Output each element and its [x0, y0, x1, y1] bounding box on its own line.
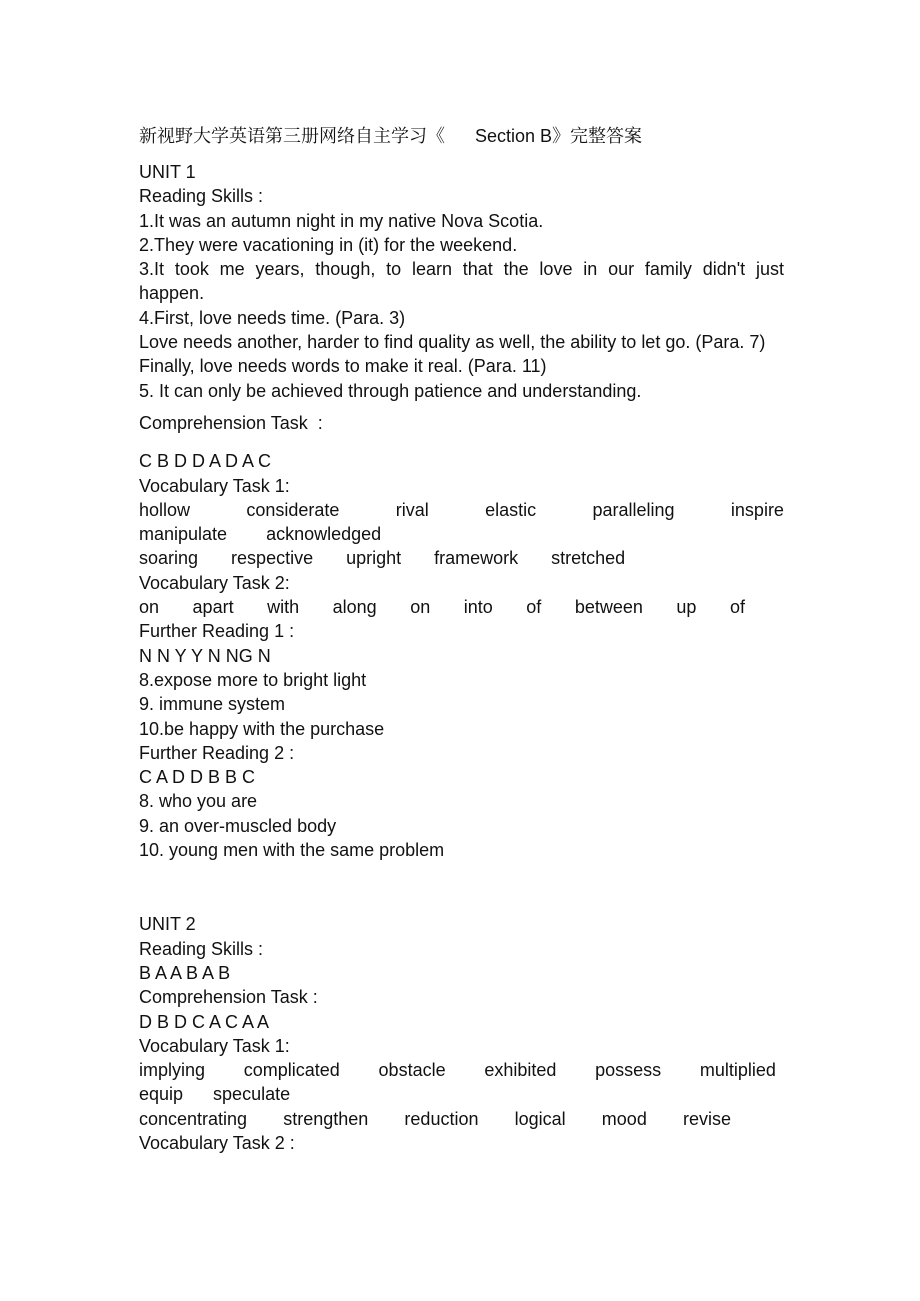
- unit1-reading-item: Finally, love needs words to make it real. (Para. 11): [139, 356, 547, 377]
- unit1-vocab2-row: [139, 595, 745, 619]
- unit1-reading-item: 2.They were vacationing in (it) for the weekend.: [139, 234, 518, 255]
- unit2-reading-skills-answers: B A A B A B: [139, 962, 231, 983]
- unit2-vocab1-row: [139, 1082, 784, 1106]
- vocab-word: obstacle: [378, 1060, 446, 1081]
- vocab-word: manipulate: [139, 524, 228, 545]
- vocab-word: into: [463, 597, 493, 618]
- vocab-word: mood: [601, 1108, 647, 1129]
- vocab-word: exhibited: [484, 1060, 557, 1081]
- unit1-reading-item: 1.It was an autumn night in my native Nova Scotia.: [139, 210, 544, 231]
- unit1-reading-item-text: Love needs another, harder to find quality as well, the ability to let go. (Para. 7): [139, 332, 766, 353]
- vocab-word: acknowledged: [266, 524, 382, 545]
- unit2-heading: UNIT 2: [139, 914, 196, 935]
- vocab-word: elastic: [485, 499, 537, 520]
- vocab-word: logical: [514, 1108, 566, 1129]
- vocab-word: multiplied: [699, 1060, 776, 1081]
- vocab-word: inspire: [730, 499, 784, 520]
- vocab-word: apart: [192, 597, 234, 618]
- unit1-vocab1-row: [139, 546, 784, 570]
- unit1-section: [139, 160, 784, 862]
- unit1-further2-item: 8. who you are: [139, 791, 258, 812]
- unit1-reading-item-text: 3.It took me years, though, to learn that the love in our family didn't just happen.: [139, 259, 784, 304]
- vocab-word: framework: [434, 548, 519, 569]
- unit1-comprehension-label: Comprehension Task :: [139, 412, 323, 433]
- unit1-further2-answers: C A D D B B C: [139, 767, 256, 788]
- unit1-vocab1-row: [139, 522, 784, 546]
- vocab-word: equip: [139, 1084, 184, 1105]
- unit2-section: [139, 912, 784, 1155]
- unit1-vocab2-label: Vocabulary Task 2:: [139, 572, 290, 593]
- vocab-word: along: [332, 597, 377, 618]
- vocab-word: stretched: [551, 548, 626, 569]
- vocab-word: on: [410, 597, 431, 618]
- unit1-reading-skills-label: Reading Skills :: [139, 186, 264, 207]
- unit2-vocab1-row: [139, 1107, 731, 1131]
- unit1-reading-item: 4.First, love needs time. (Para. 3): [139, 307, 406, 328]
- document-title: 新视野大学英语第三册网络自主学习《 Section B》完整答案: [139, 126, 643, 146]
- vocab-word: of: [526, 597, 542, 618]
- vocab-word: reduction: [404, 1108, 479, 1129]
- vocab-word: rival: [395, 499, 429, 520]
- vocab-word: on: [139, 597, 160, 618]
- unit1-further1-answers: N N Y Y N NG N: [139, 645, 271, 666]
- unit2-comprehension-label: Comprehension Task :: [139, 987, 318, 1008]
- unit1-further1-item: 8.expose more to bright light: [139, 669, 367, 690]
- vocab-word: speculate: [213, 1084, 291, 1105]
- vocab-word: up: [676, 597, 697, 618]
- unit1-further2-item: 10. young men with the same problem: [139, 840, 445, 861]
- vocab-word: between: [574, 597, 643, 618]
- unit2-vocab1-row: [139, 1058, 776, 1082]
- unit1-reading-item: 5. It can only be achieved through patience and understanding.: [139, 380, 642, 401]
- unit1-heading: UNIT 1: [139, 162, 196, 182]
- vocab-word: strengthen: [283, 1108, 369, 1129]
- unit1-further2-item: 9. an over-muscled body: [139, 815, 337, 836]
- unit1-further2-label: Further Reading 2 :: [139, 742, 295, 763]
- vocab-word: paralleling: [592, 499, 675, 520]
- vocab-word: considerate: [246, 499, 340, 520]
- unit1-further1-label: Further Reading 1 :: [139, 621, 295, 642]
- vocab-word: complicated: [243, 1060, 340, 1081]
- unit2-vocab2-label: Vocabulary Task 2 :: [139, 1132, 295, 1153]
- vocab-word: respective: [231, 548, 314, 569]
- vocab-word: upright: [346, 548, 402, 569]
- unit1-further1-item: 9. immune system: [139, 694, 286, 715]
- document-page: [139, 120, 784, 1155]
- unit1-reading-item-wrapped: [139, 257, 784, 306]
- vocab-word: possess: [595, 1060, 662, 1081]
- vocab-word: revise: [682, 1108, 731, 1129]
- unit2-comprehension-answers: D B D C A C A A: [139, 1011, 270, 1032]
- unit1-vocab1-row: [139, 498, 784, 522]
- vocab-word: hollow: [139, 499, 191, 520]
- vocab-word: soaring: [139, 548, 199, 569]
- vocab-word: with: [267, 597, 300, 618]
- unit2-vocab1-label: Vocabulary Task 1:: [139, 1035, 290, 1056]
- unit1-reading-item-wrapped: [139, 330, 789, 354]
- unit1-comprehension-answers: C B D D A D A C: [139, 451, 272, 472]
- vocab-word: implying: [139, 1060, 206, 1081]
- vocab-word: of: [729, 597, 745, 618]
- vocab-word: concentrating: [139, 1108, 248, 1129]
- unit2-reading-skills-label: Reading Skills :: [139, 938, 264, 959]
- unit1-vocab1-label: Vocabulary Task 1:: [139, 475, 290, 496]
- unit1-further1-item: 10.be happy with the purchase: [139, 718, 385, 739]
